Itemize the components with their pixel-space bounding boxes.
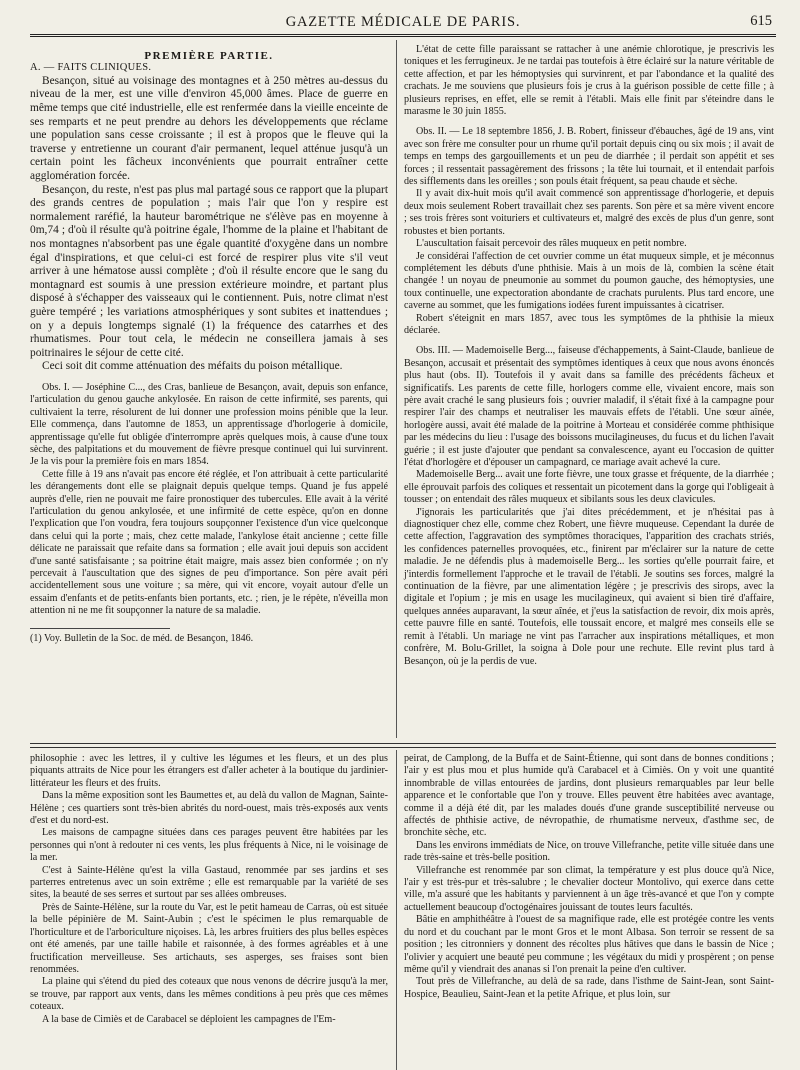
column-bottom-right	[404, 753, 774, 1001]
section-divider	[30, 743, 776, 748]
paragraph: L'état de cette fille paraissant se rattacher à une anémie chlorotique, je prescrivis les toniques et les ferrugineux. Je ne tardai pas toutefois à être éclairé sur la nature véritable de cette affection, et par les hémoptysies qui survinrent, et par l'abondance et la qualité des crachats. Je me souviens que plusieurs fois je crus à la guérison possible de cette fille ; à plusieurs reprises, en effet, elle se remit à l'établi. Mais elle finit par s'éteindre dans le marasme le 30 juin 1855.	[404, 44, 774, 118]
paragraph: peirat, de Camplong, de la Buffa et de Saint-Étienne, qui sont dans de bonnes conditions ; l'air y est plus mou et plus humide qu'à Carabacel et à Cimiès. On y voit une quantité innombrable de villas entourées de jardins, dont plusieurs remarquables par leur belle apparence et le confortable que l'on y trouve. Elles peuvent être habitées avec avantage, comme il a déjà été dit, par les malades doués d'une grande susceptibilité nerveuse ou affectés de phthisie active, de névropathie, de rhumatisme nerveux, d'asthme sec, de bronchite sèche, etc.	[404, 753, 774, 839]
paragraph: Dans les environs immédiats de Nice, on trouve Villefranche, petite ville située dans une rade très-saine et très-belle position.	[404, 839, 774, 864]
paragraph: L'auscultation faisait percevoir des râles muqueux en petit nombre.	[416, 238, 687, 250]
paragraph: La plaine qui s'étend du pied des coteaux que nous venons de décrire jusqu'à la mer, se trouve, par rapport aux vents, dans les mêmes conditions à peu près que ces mêmes coteaux.	[30, 976, 388, 1013]
paragraph: Près de Sainte-Hélène, sur la route du Var, est le petit hameau de Carras, où est située la belle pépinière de M. Saint-Aubin ; c'est le spécimen le plus remarquable de l'horticulture et de l'arboriculture niçoises. Là, les arbres fruitiers des plus belles espèces ont été amenés, par une taille habile et raisonnée, à des formes agréables et à une fructification merveilleuse. Ses artichauts, ses asperges, ses fraises sont bien renommées.	[30, 901, 388, 975]
column-divider-bottom	[396, 750, 397, 1070]
paragraph: J'ignorais les particularités que j'ai dites précédemment, et je n'hésitai pas à diagnostiquer chez elle, comme chez Robert, une fièvre muqueuse. Cependant la durée de cette affection, l'aggravation des symptômes thoraciques, l'apparition des crachats striés, les confidences paternelles provoquées, etc., finirent par m'éclairer sur la nature de cette maladie. Je ne défendis plus à mademoiselle Berg... les sorties qu'elle pourrait faire, et j'interdis formellement l'approche et le travail de l'établi. Je soutins ses forces, malgré la continuation de la fièvre, par une alimentation légère ; je prescrivis des sirops, avec la digitale et l'opium ; je mis en usage les mucilagineux, qui avaient si bien tiré d'affaire, quelques années auparavant, la sœur aînée, et j'eus la satisfaction de revoir, dix mois après, cette pauvre fille en santé. Toutefois, elle toussait encore, et malgré mes conseils elle se remit à l'établi. Un mariage ne vint pas l'arracher aux inspirations métalliques, et mon confrère, M. Bolu-Grillet, la soigna à Dole pour une rechute. Elle revint plus tard à Besançon, où je la perdis de vue.	[404, 506, 774, 667]
paragraph: Je considérai l'affection de cet ouvrier comme un état muqueux simple, et je méconnus complétement les débuts d'une phthisie. Mais à un mois de là, combien la scène était changée ! un noyau de pneumonie au sommet du poumon gauche, des hémoptysies, une toux continuelle, une expectoration abondante de crachats purulents. Plus tard encore, une caverne au sommet, que les fumigations iodées furent impuissantes à cicatriser.	[404, 250, 774, 312]
paragraph: Il y avait dix-huit mois qu'il avait commencé son apprentissage d'horlogerie, et depuis deux mois seulement Robert travaillait chez ses parents. Son père et sa mère vivent encore ; ses trois frères sont voituriers et cultivateurs et, malgré des excès de plus d'un genre, sont robustes et bien portants.	[404, 188, 774, 237]
paragraph: C'est à Sainte-Hélène qu'est la villa Gastaud, renommée par ses jardins et ses parterres entretenus avec un soin extrême ; elle est remarquable par la variété de ses sites, la beauté de ses serres et surtout par ses allées ombreuses.	[30, 864, 388, 901]
column-top-left	[30, 50, 388, 645]
paragraph: Besançon, situé au voisinage des montagnes et à 250 mètres au-dessus du niveau de la mer, est une ville d'environ 45,000 âmes. Place de guerre en même temps que cité industrielle, elle est renfermée dans la vieille enceinte de ses remparts et ne peut prendre au dehors les développements que réclame une population sans cesse croissante ; il est à propos que le fleuve qui la traverse y entretienne un courant d'air permanent, lequel atténue jusqu'à un certain point les fâcheux inconvénients que pourrait entraîner cette agglomération forcée.	[30, 74, 388, 182]
observation-1: Obs. I. — Joséphine C..., des Cras, banlieue de Besançon, avait, depuis son enfance, l'articulation du genou gauche ankylosée. En raison de cette infirmité, ses parents, qui cultivaient la terre, résolurent de lui donner une profession moins pénible que la leur. Elle commença, dans l'automne de 1853, un apprentissage d'horlogerie à domicile, apprentissage qu'elle fut obligée d'interrompre après quelques mois, à cause d'une toux sèche, des palpitations et du mouvement de fièvre presque continuel qui lui survinrent. Je la vis pour la première fois en mars 1854.	[30, 381, 388, 468]
paragraph: Les maisons de campagne situées dans ces parages peuvent être habitées par les personnes qui n'ont à redouter ni ces vents, les plus fréquents à Nice, ni le voisinage de la mer.	[30, 827, 388, 864]
paragraph: Ceci soit dit comme atténuation des méfaits du poison métallique.	[42, 360, 343, 373]
footnote-rule	[30, 628, 170, 629]
paragraph: Robert s'éteignit en mars 1857, avec tous les symptômes de la phthisie la mieux déclarée.	[404, 312, 774, 336]
paragraph: philosophie : avec les lettres, il y cultive les légumes et les fleurs, et un des plus piquants attraits de Nice pour les étrangers est d'aller acheter à la boutique du jardinier-littérateur les fleurs et des fruits.	[30, 753, 388, 789]
observation-3: Obs. III. — Mademoiselle Berg..., faiseuse d'échappements, à Saint-Claude, banlieue de Besançon, accusait et présentait des symptômes identiques à ceux que nous avons énoncés plus haut (obs. II). Toutefois il y avait dans sa famille des précédents fâcheux et significatifs. Les parents de cette fille, horlogers comme elle, vivaient encore, mais son père avait craché le sang plusieurs fois ; ouvrier maladif, il s'était fixé à la campagne pour respirer l'air des champs et neutraliser les mauvais effets de l'établi. Une sœur aînée, horlogère aussi, avait été malade de la poitrine à Morteau et considérée comme phthisique par les médecins du lieu : l'usage des boissons mucilagineuses, du fucus et du lichen l'avait guérie ; il est juste d'ajouter que pendant sa convalescence, ayant eu l'occasion de quitter l'état d'horlogère et d'épouser un campagnard, ce mariage avait achevé la cure.	[404, 345, 774, 468]
masthead	[30, 10, 776, 37]
paragraph: A la base de Cimiès et de Carabacel se déploient les campagnes de l'Em-	[42, 1013, 336, 1025]
paragraph: Bâtie en amphithéâtre à l'ouest de sa magnifique rade, elle est protégée contre les vents du nord et du couchant par le mont Gros et le mont Albasa. Son terroir se ressent de sa position ; les citronniers y donnent des récoltes plus hâtives que dans le bassin de Nice ; l'olivier y acquiert une beauté peu commune ; les végétaux du midi y prospèrent ; on pense même qu'il y viendrait des ananas si l'on prenait la peine d'en cultiver.	[404, 914, 774, 975]
section-title: A. — FAITS CLINIQUES.	[30, 62, 152, 74]
part-title: PREMIÈRE PARTIE.	[144, 50, 274, 62]
observation-2: Obs. II. — Le 18 septembre 1856, J. B. Robert, finisseur d'ébauches, âgé de 19 ans, vint avec son frère me consulter pour un rhume qu'il portait depuis cinq ou six mois ; il avait de temps en temps des gargouillements et un peu de diarrhée ; il perdait son appétit et ses forces ; il ressentait passagèrement des frissons ; la tête lui tournait, et il entendait parfois des sifflements dans les oreilles ; son pouls était fréquent, sa peau chaude et sèche.	[404, 126, 774, 188]
paragraph: Tout près de Villefranche, au delà de sa rade, dans l'isthme de Saint-Jean, sont Saint-Hospice, Beaulieu, Saint-Jean et la petite Afrique, et plus loin, sur	[404, 976, 774, 1000]
page-number: 615	[750, 13, 772, 29]
paragraph: Mademoiselle Berg... avait une forte fièvre, une toux grasse et fréquente, de la diarrhée ; elle éprouvait parfois des coliques et ressentait un picotement dans la gorge qui l'obligeait à tousser ; on entendait des râles muqueux et sibilants sous les deux clavicules.	[404, 469, 774, 506]
column-top-right	[404, 44, 774, 668]
journal-title: GAZETTE MÉDICALE DE PARIS.	[285, 14, 521, 30]
column-bottom-left	[30, 753, 388, 1026]
paragraph: Dans la même exposition sont les Baumettes et, au delà du vallon de Magnan, Sainte-Hélène ; ces quartiers sont très-bien abrités du nord-ouest, mais très-exposés aux vents d'est et du nord-est.	[30, 790, 388, 827]
paragraph: Besançon, du reste, n'est pas plus mal partagé sous ce rapport que la plupart des grands centres de population ; mais l'air que l'on y respire est normalement raréfié, la hauteur barométrique ne s'élève pas en moyenne à 0m,74 ; d'où il résulte qu'à poitrine égale, l'homme de la plaine et l'habitant de nos montagnes n'absorbent pas une égale quantité d'oxygène dans un nombre égal d'inspirations, et que celui-ci est forcé de respirer plus vite s'il veut arriver à une hématose aussi complète ; d'où il résulte encore que le sang du montagnard est soumis à une pression extérieure moindre, et partant plus disposé à s'échapper des vaisseaux qui le contiennent. Puis, notre climat n'est guère tempéré ; les variations atmosphériques y sont subites et inattendues ; on y a depuis longtemps signalé (1) la fréquence des catarrhes et des rhumatismes. Pour tout cela, le médecin ne conseillera jamais à ses poitrinaires le séjour de cette cité.	[30, 183, 388, 359]
paragraph: Villefranche est renommée par son climat, la température y est plus douce qu'à Nice, l'air y est très-pur et très-salubre ; le chevalier docteur Montolivo, qui exerce dans cette ville, m'a assuré que les habitants y parviennent à un âge très-avancé et que l'on y compte actuellement beaucoup d'octogénaires jouissant de toutes leurs facultés.	[404, 864, 774, 913]
footnote: (1) Voy. Bulletin de la Soc. de méd. de Besançon, 1846.	[30, 632, 254, 644]
paragraph: Cette fille à 19 ans n'avait pas encore été réglée, et l'on attribuait à cette particularité les dérangements dont elle se plaignait depuis quelque temps. Quand je fus appelé auprès d'elle, rien ne pouvait me faire pronostiquer des tubercules. Elle avait à la vérité l'articulation du genou ankylosée, et une infirmité de cette espèce, qu'on en donne l'explication que l'on voudra, fera toujours soupçonner l'existence d'un vice quelconque dans celui qui la porte ; mais, chez cette malade, l'ankylose était ancienne ; cette fille délicate ne paraissait que refaite dans sa formation ; elle avait joui depuis son accident d'une santé satisfaisante ; sa poitrine était maigre, mais assez bien conformée ; on n'y percevait à l'auscultation que des signes de peu d'importance. Son père avait péri accidentellement sous une voiture ; sa mère, qui vit encore, voyait autour d'elle un essaim d'enfants et de petits-enfants bien portants, etc. ; rien, je le répète, n'éveilla mon attention ni ne me fit soupçonner la nature de sa maladie.	[30, 468, 388, 617]
column-divider-top	[396, 40, 397, 738]
